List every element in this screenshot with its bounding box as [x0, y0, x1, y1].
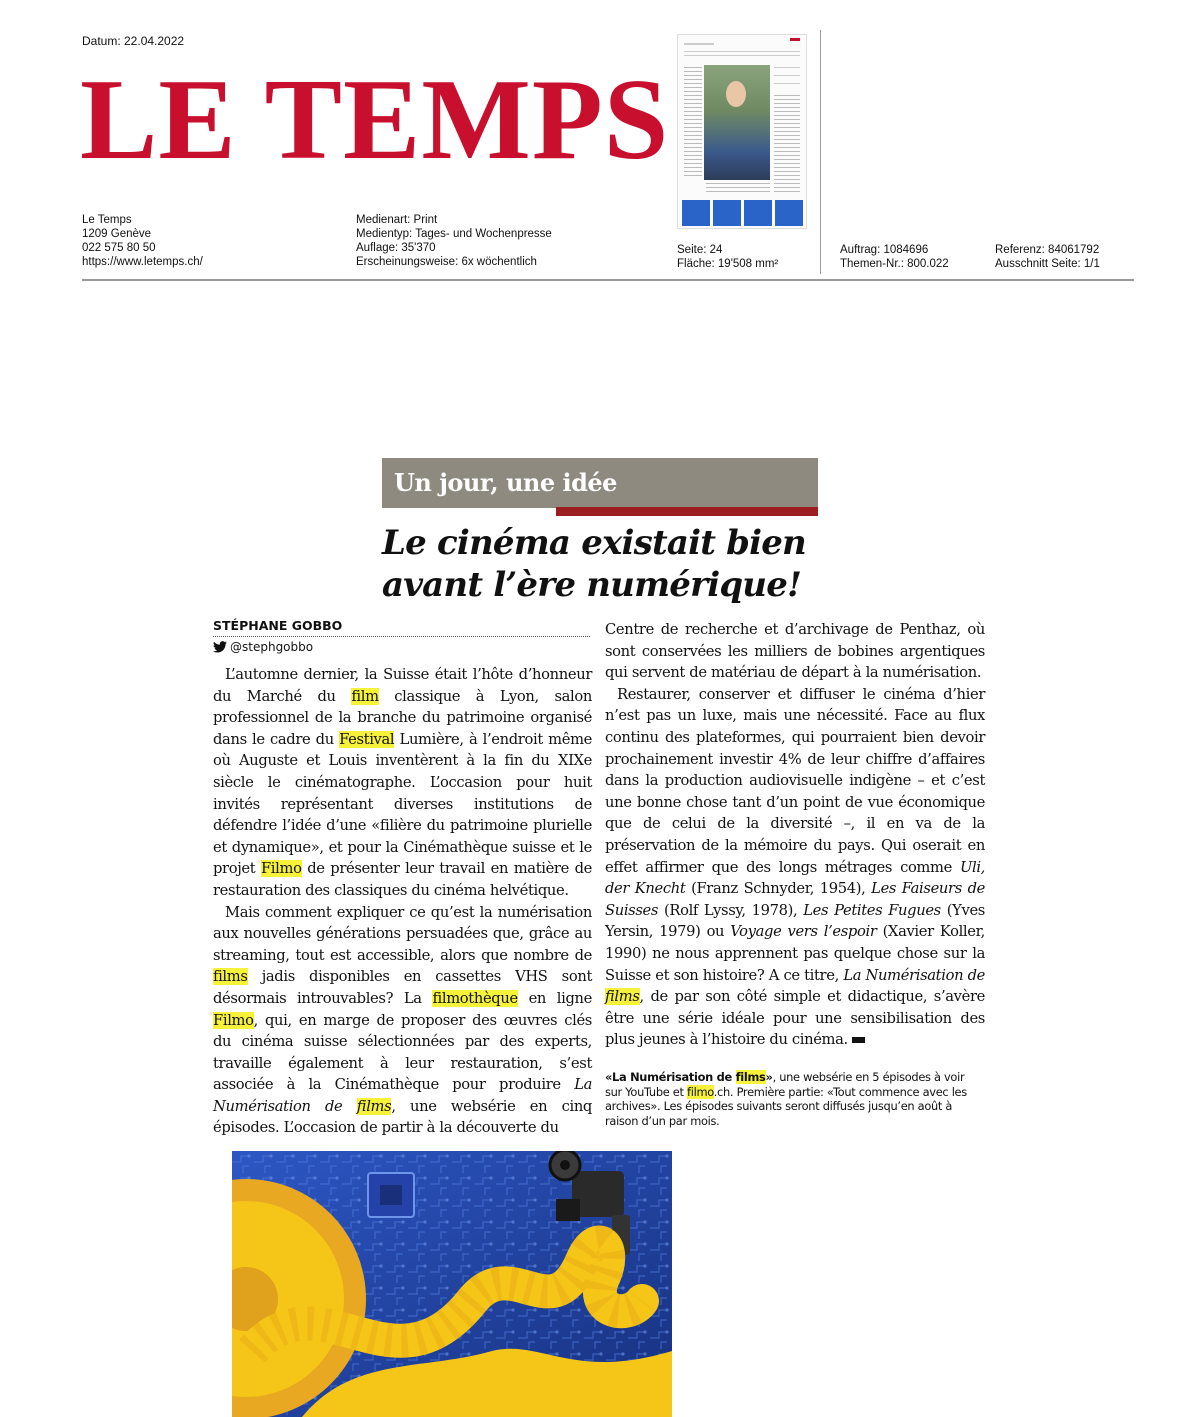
- page-info: Seite: 24 Fläche: 19'508 mm²: [677, 244, 779, 270]
- page-thumbnail: [677, 34, 807, 229]
- kicker-accent-bar: [556, 507, 818, 516]
- header-divider: [820, 30, 821, 274]
- article-column-2: [605, 619, 985, 1051]
- article-headline: Le cinéma existait bien avant l’ère numérique!: [382, 523, 806, 605]
- paragraph-3: Restaurer, conserver et diffuser le cinéma d’hier n’est pas un luxe, mais une nécessité. Face au flux continu des plateformes, qui pourraient bien devoir prochainement investir 4% de leur chiffre d’affaires dans la production audiovisuelle indigène – et c’est une bonne chose tant d’un point de vue économique que de celui de la diversité –, il en va de la préservation de la mémoire du pays. Qui oserait en effet affirmer que des longs métrages comme Uli, der Knecht (Franz Schnyder, 1954), Les Faiseurs de Suisses (Rolf Lyssy, 1978), Les Petites Fugues (Yves Yersin, 1979) ou Voyage vers l’espoir (Xavier Koller, 1990) ne nous apprennent pas quelque chose sur la Suisse et son histoire? A ce titre, La Numérisation de films, de par son côté simple et didactique, s’avère être une série idéale pour une sensibilisation des plus jeunes à l’histoire du cinéma.: [605, 685, 985, 1049]
- media-info: Medienart: Print Medientyp: Tages- und Wochenpresse Auflage: 35'370 Erscheinungsweise: 6x wöchentlich: [356, 214, 552, 268]
- rubric-kicker: Un jour, une idée: [394, 468, 617, 497]
- film-reel-illustration: [232, 1151, 672, 1417]
- reference-info: Referenz: 84061792 Ausschnitt Seite: 1/1: [995, 244, 1100, 270]
- clipping-date: Datum: 22.04.2022: [82, 34, 185, 48]
- end-of-article-mark: [852, 1037, 865, 1043]
- video-caption: «La Numérisation de films», une websérie en 5 épisodes à voir sur YouTube et filmo.ch. Première partie: «Tout commence avec les archives». Les épisodes suivants seront diffusés jusqu’en août à raison d’un par mois.: [605, 1070, 967, 1128]
- byline-divider: [213, 636, 590, 637]
- twitter-bird-icon: [213, 641, 227, 653]
- author-twitter: [213, 640, 313, 654]
- publisher-info: Le Temps 1209 Genève 022 575 80 50 https://www.letemps.ch/: [82, 214, 203, 268]
- paragraph-2-continued: Centre de recherche et d’archivage de Penthaz, où sont conservées les milliers de bobines argentiques qui servent de matériau de départ à la numérisation.: [605, 621, 985, 682]
- author-byline: STÉPHANE GOBBO: [213, 618, 343, 633]
- twitter-handle: @stephgobbo: [230, 640, 314, 654]
- article-column-1: [213, 664, 592, 1139]
- order-info: Auftrag: 1084696 Themen-Nr.: 800.022: [840, 244, 949, 270]
- paragraph-2: Mais comment expliquer ce qu’est la numérisation aux nouvelles générations persuadées que, grâce au streaming, tout est accessible, alors que nombre de films jadis disponibles en cassettes VHS sont désormais introuvables? La filmothèque en ligne Filmo, qui, en marge de proposer des œuvres clés du cinéma suisse sélectionnées par des experts, travaille également à leur restauration, s’est associée à la Cinémathèque pour produire La Numérisation de films, une websérie en cinq épisodes. L’occasion de partir à la découverte du: [213, 903, 592, 1137]
- paragraph-1: L’automne dernier, la Suisse était l’hôte d’honneur du Marché du film classique à Lyon, salon professionnel de la branche du patrimoine organisé dans le cadre du Festival Lumière, à l’endroit même où Auguste et Louis inventèrent à la fin du XIXe siècle le cinématographe. L’occasion pour huit invités représentant diverses institutions de défendre l’idée d’une «filière du patrimoine plurielle et dynamique», et pour la Cinémathèque suisse et le projet Filmo de présenter leur travail en matière de restauration des classiques du cinéma helvétique.: [213, 666, 592, 899]
- newspaper-logo: LE TEMPS: [80, 56, 670, 184]
- header-rule: [82, 279, 1134, 281]
